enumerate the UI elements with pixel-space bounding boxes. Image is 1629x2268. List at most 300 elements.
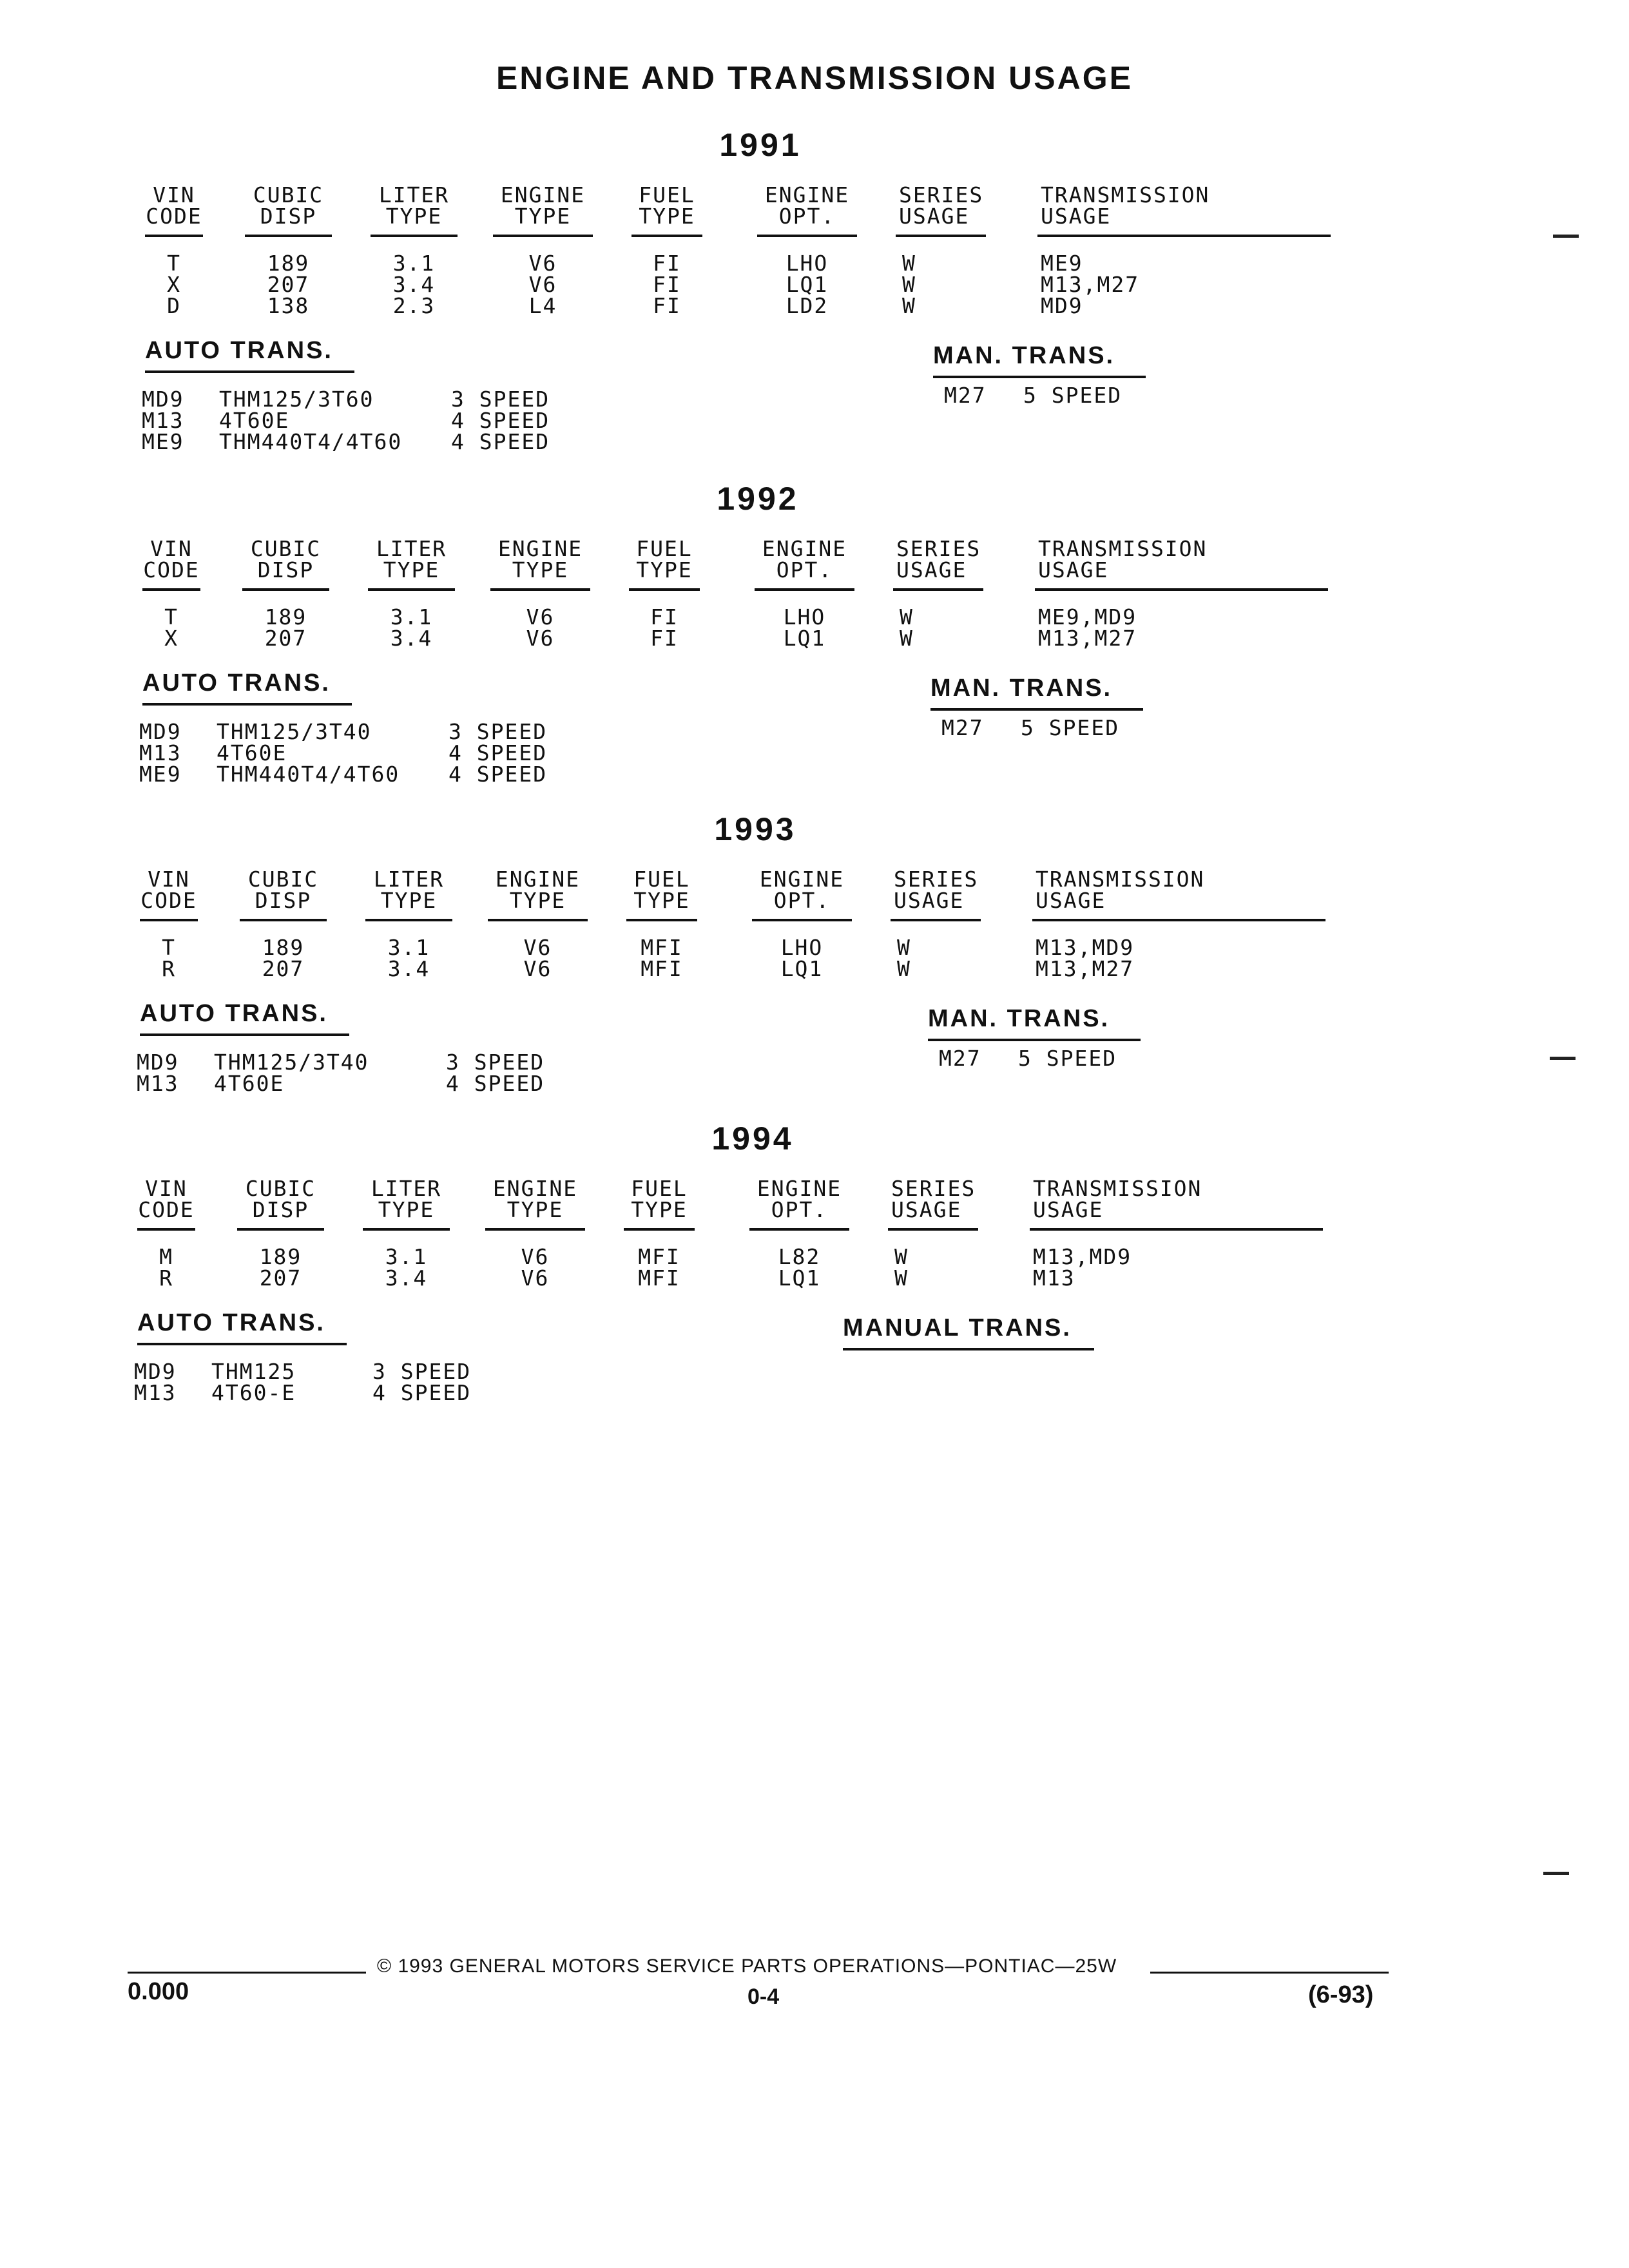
- column-header-line: CUBIC: [247, 867, 319, 892]
- auto-trans-speed: 4 SPEED: [446, 1071, 545, 1096]
- footer-rule-left: [128, 1972, 366, 1974]
- table-cell: ME9: [1041, 251, 1083, 276]
- column-header-liter: [371, 538, 452, 581]
- auto-trans-code: MD9: [142, 387, 184, 412]
- column-header-line: DISP: [257, 557, 314, 582]
- auto-trans-code-column: [137, 1052, 179, 1094]
- column-header-rule: [631, 235, 702, 237]
- manual-trans-rule: [933, 376, 1146, 378]
- manual-trans-label: MAN. TRANS.: [928, 1005, 1110, 1032]
- column-header-line: OPT.: [776, 557, 833, 582]
- column-header-line: TYPE: [514, 204, 572, 229]
- table-cell: X: [167, 272, 181, 297]
- column-header-rule: [1032, 919, 1325, 921]
- column-header-rule: [752, 919, 852, 921]
- column-header-line: ENGINE: [495, 867, 581, 892]
- column-header-line: TYPE: [380, 888, 438, 913]
- column-header-line: ENGINE: [492, 1176, 578, 1201]
- auto-trans-label: AUTO TRANS.: [137, 1309, 325, 1336]
- page-title: ENGINE AND TRANSMISSION USAGE: [496, 60, 1133, 96]
- table-cell: R: [159, 1265, 173, 1291]
- column-values-cubic: [246, 606, 326, 649]
- year-heading: 1991: [719, 127, 802, 163]
- column-values-cubic: [240, 1246, 321, 1289]
- column-header-rule: [245, 235, 332, 237]
- column-header-engine-type: [496, 184, 590, 227]
- column-header-line: TYPE: [509, 888, 566, 913]
- auto-trans-rule: [140, 1033, 349, 1036]
- column-header-rule: [629, 588, 700, 591]
- auto-trans-name: 4T60E: [219, 408, 290, 433]
- column-values-fuel: [632, 606, 697, 649]
- table-cell: W: [900, 626, 914, 651]
- margin-mark: [1543, 1872, 1569, 1875]
- manual-trans-label: MAN. TRANS.: [930, 675, 1113, 702]
- page-number: 0-4: [747, 1984, 780, 2009]
- column-header-series: [891, 1178, 975, 1220]
- column-header-transmission: [1033, 1178, 1323, 1220]
- table-cell: R: [162, 956, 176, 981]
- auto-trans-code: M13: [142, 408, 184, 433]
- column-header-line: USAGE: [894, 888, 965, 913]
- column-values-liter: [369, 937, 449, 979]
- table-cell: LQ1: [780, 956, 824, 981]
- margin-mark: [1553, 235, 1579, 238]
- table-cell: V6: [521, 1265, 550, 1291]
- column-header-line: ENGINE: [500, 182, 586, 207]
- column-header-rule: [242, 588, 329, 591]
- table-cell: T: [167, 251, 181, 276]
- column-header-line: CODE: [140, 888, 197, 913]
- auto-trans-speed: 3 SPEED: [448, 719, 548, 744]
- year-heading: 1994: [711, 1120, 794, 1157]
- column-header-line: ENGINE: [764, 182, 850, 207]
- auto-trans-speed: 4 SPEED: [372, 1380, 472, 1405]
- table-cell: LQ1: [778, 1265, 821, 1291]
- table-cell: 189: [262, 935, 305, 960]
- column-values-series: [900, 606, 983, 649]
- column-header-rule: [755, 588, 854, 591]
- table-cell: 3.4: [387, 956, 430, 981]
- column-values-series: [902, 253, 986, 316]
- column-values-engine-opt: [758, 606, 851, 649]
- column-header-vin: [137, 1178, 195, 1220]
- year-section: [0, 811, 1629, 1146]
- column-values-vin: [137, 1246, 195, 1289]
- auto-trans-name: 4T60E: [214, 1071, 285, 1096]
- column-header-line: TYPE: [631, 1197, 688, 1222]
- column-header-line: FUEL: [633, 867, 690, 892]
- column-header-fuel: [635, 184, 699, 227]
- column-header-line: TRANSMISSION: [1041, 182, 1210, 207]
- auto-trans-code: M13: [139, 740, 182, 765]
- column-header-line: ENGINE: [762, 536, 847, 561]
- table-cell: V6: [528, 251, 557, 276]
- table-cell: FI: [653, 293, 681, 318]
- auto-trans-code: MD9: [134, 1359, 177, 1384]
- column-values-liter: [371, 606, 452, 649]
- table-cell: W: [902, 251, 916, 276]
- auto-trans-code: MD9: [139, 719, 182, 744]
- auto-trans-rule: [142, 703, 352, 706]
- table-cell: M13,M27: [1036, 956, 1135, 981]
- auto-trans-name: THM440T4/4T60: [219, 429, 403, 454]
- column-header-rule: [896, 235, 986, 237]
- column-header-line: TYPE: [512, 557, 569, 582]
- auto-trans-rule: [137, 1343, 347, 1345]
- manual-trans-speed: 5 SPEED: [1018, 1046, 1117, 1071]
- column-header-rule: [485, 1228, 585, 1231]
- column-header-line: SERIES: [894, 867, 979, 892]
- column-header-rule: [1030, 1228, 1323, 1231]
- year-heading: 1993: [714, 811, 796, 847]
- column-header-liter: [374, 184, 454, 227]
- column-values-liter: [374, 253, 454, 316]
- column-header-rule: [757, 235, 857, 237]
- auto-trans-code: ME9: [142, 429, 184, 454]
- table-cell: V6: [523, 956, 552, 981]
- column-header-rule: [891, 919, 981, 921]
- table-cell: W: [894, 1265, 909, 1291]
- column-header-line: TYPE: [636, 557, 693, 582]
- column-values-engine-opt: [753, 1246, 846, 1289]
- column-values-transmission: [1036, 937, 1325, 979]
- column-values-engine-type: [488, 1246, 582, 1289]
- table-cell: FI: [650, 604, 679, 629]
- column-header-line: TYPE: [633, 888, 690, 913]
- column-header-line: TRANSMISSION: [1036, 867, 1205, 892]
- table-cell: MFI: [638, 1244, 680, 1269]
- column-header-line: VIN: [150, 536, 193, 561]
- copyright-line: © 1993 GENERAL MOTORS SERVICE PARTS OPERATIONS—PONTIAC—25W: [377, 1956, 1117, 1977]
- column-values-engine-opt: [760, 253, 854, 316]
- column-header-liter: [366, 1178, 447, 1220]
- auto-trans-speed-column: [451, 389, 550, 452]
- column-values-series: [894, 1246, 978, 1289]
- table-cell: V6: [526, 626, 555, 651]
- auto-trans-speed: 3 SPEED: [372, 1359, 472, 1384]
- column-header-line: CUBIC: [250, 536, 322, 561]
- table-cell: 2.3: [392, 293, 436, 318]
- column-header-line: CUBIC: [253, 182, 324, 207]
- column-header-cubic: [248, 184, 329, 227]
- table-cell: 3.1: [385, 1244, 428, 1269]
- auto-trans-speed-column: [446, 1052, 545, 1094]
- auto-trans-speed: 4 SPEED: [451, 408, 550, 433]
- table-cell: M13,MD9: [1036, 935, 1135, 960]
- column-header-line: USAGE: [1033, 1197, 1104, 1222]
- table-cell: 3.1: [392, 251, 436, 276]
- column-header-vin: [142, 538, 200, 581]
- column-header-line: USAGE: [899, 204, 970, 229]
- column-header-rule: [1037, 235, 1331, 237]
- column-header-rule: [240, 919, 327, 921]
- table-cell: FI: [650, 626, 679, 651]
- table-cell: LHO: [783, 604, 826, 629]
- auto-trans-speed: 4 SPEED: [448, 740, 548, 765]
- manual-trans-speed: 5 SPEED: [1023, 383, 1123, 408]
- table-cell: V6: [523, 935, 552, 960]
- table-cell: T: [164, 604, 178, 629]
- column-header-rule: [888, 1228, 978, 1231]
- column-header-cubic: [243, 869, 323, 911]
- table-cell: W: [897, 956, 911, 981]
- column-values-vin: [140, 937, 198, 979]
- table-cell: LD2: [786, 293, 829, 318]
- column-values-vin: [145, 253, 203, 316]
- column-header-line: OPT.: [778, 204, 836, 229]
- column-values-transmission: [1033, 1246, 1323, 1289]
- column-values-engine-type: [496, 253, 590, 316]
- manual-trans-rule: [843, 1348, 1094, 1350]
- column-header-line: LITER: [371, 1176, 442, 1201]
- column-header-line: USAGE: [891, 1197, 962, 1222]
- table-cell: LQ1: [786, 272, 829, 297]
- column-header-rule: [493, 235, 593, 237]
- column-header-rule: [142, 588, 200, 591]
- auto-trans-code: MD9: [137, 1050, 179, 1075]
- column-header-liter: [369, 869, 449, 911]
- table-cell: 3.1: [387, 935, 430, 960]
- column-header-line: TYPE: [506, 1197, 564, 1222]
- table-cell: L82: [778, 1244, 821, 1269]
- table-cell: 3.4: [392, 272, 436, 297]
- column-header-line: FUEL: [636, 536, 693, 561]
- column-header-rule: [1035, 588, 1328, 591]
- auto-trans-name: THM125: [211, 1359, 296, 1384]
- column-header-transmission: [1036, 869, 1325, 911]
- table-cell: 207: [264, 626, 307, 651]
- table-cell: M13,MD9: [1033, 1244, 1132, 1269]
- manual-trans-code: M27: [941, 715, 984, 740]
- table-cell: LHO: [786, 251, 829, 276]
- auto-trans-speed: 3 SPEED: [446, 1050, 545, 1075]
- column-header-engine-opt: [755, 869, 849, 911]
- column-header-series: [894, 869, 978, 911]
- column-header-line: TRANSMISSION: [1033, 1176, 1202, 1201]
- table-cell: MFI: [641, 956, 683, 981]
- auto-trans-name-column: [214, 1052, 369, 1094]
- column-header-rule: [137, 1228, 195, 1231]
- manual-trans-label: MAN. TRANS.: [933, 342, 1115, 369]
- table-cell: 138: [267, 293, 310, 318]
- footer-rule-right: [1150, 1972, 1389, 1974]
- auto-trans-name-column: [217, 721, 400, 785]
- column-header-line: SERIES: [891, 1176, 976, 1201]
- column-header-line: ENGINE: [757, 1176, 842, 1201]
- auto-trans-label: AUTO TRANS.: [142, 669, 331, 697]
- table-cell: LHO: [780, 935, 824, 960]
- column-values-fuel: [627, 1246, 691, 1289]
- auto-trans-label: AUTO TRANS.: [145, 337, 333, 364]
- column-header-line: SERIES: [896, 536, 981, 561]
- table-cell: MD9: [1041, 293, 1083, 318]
- column-values-transmission: [1038, 606, 1328, 649]
- column-header-engine-type: [488, 1178, 582, 1220]
- table-cell: 3.4: [385, 1265, 428, 1291]
- column-header-line: USAGE: [896, 557, 967, 582]
- column-header-engine-opt: [760, 184, 854, 227]
- column-header-line: CODE: [143, 557, 200, 582]
- table-cell: 189: [259, 1244, 302, 1269]
- column-header-line: CODE: [146, 204, 202, 229]
- column-header-line: TYPE: [639, 204, 695, 229]
- column-values-series: [897, 937, 981, 979]
- column-header-cubic: [240, 1178, 321, 1220]
- column-header-line: LITER: [376, 536, 447, 561]
- auto-trans-name: 4T60-E: [211, 1380, 296, 1405]
- auto-trans-name-column: [219, 389, 402, 452]
- auto-trans-speed: 4 SPEED: [451, 429, 550, 454]
- column-values-fuel: [630, 937, 694, 979]
- table-cell: M13,M27: [1041, 272, 1140, 297]
- manual-trans-code: M27: [939, 1046, 981, 1071]
- column-header-vin: [140, 869, 198, 911]
- manual-trans-speed: 5 SPEED: [1021, 715, 1120, 740]
- auto-trans-name-column: [211, 1361, 296, 1403]
- table-cell: 189: [264, 604, 307, 629]
- auto-trans-name: THM125/3T40: [214, 1050, 369, 1075]
- table-cell: D: [167, 293, 181, 318]
- table-cell: M13: [1033, 1265, 1075, 1291]
- column-header-line: DISP: [252, 1197, 309, 1222]
- table-cell: W: [902, 272, 916, 297]
- column-header-line: FUEL: [639, 182, 695, 207]
- column-header-line: LITER: [378, 182, 450, 207]
- column-header-rule: [145, 235, 203, 237]
- column-values-fuel: [635, 253, 699, 316]
- table-cell: 3.4: [390, 626, 433, 651]
- manual-trans-label: MANUAL TRANS.: [843, 1314, 1072, 1341]
- column-header-line: ENGINE: [759, 867, 845, 892]
- column-values-vin: [142, 606, 200, 649]
- auto-trans-rule: [145, 370, 354, 373]
- auto-trans-speed: 3 SPEED: [451, 387, 550, 412]
- auto-trans-label: AUTO TRANS.: [140, 1000, 328, 1027]
- column-header-rule: [490, 588, 590, 591]
- year-section: [0, 126, 1629, 461]
- column-header-line: VIN: [153, 182, 195, 207]
- table-cell: L4: [528, 293, 557, 318]
- year-heading: 1992: [717, 481, 799, 517]
- column-header-rule: [488, 919, 588, 921]
- table-cell: V6: [528, 272, 557, 297]
- column-header-engine-opt: [758, 538, 851, 581]
- column-values-cubic: [248, 253, 329, 316]
- table-cell: W: [902, 293, 916, 318]
- auto-trans-name: THM125/3T60: [219, 387, 374, 412]
- auto-trans-code: ME9: [139, 762, 182, 787]
- year-section: [0, 480, 1629, 815]
- column-header-line: TYPE: [383, 557, 440, 582]
- column-values-engine-type: [491, 937, 584, 979]
- column-header-line: CODE: [138, 1197, 195, 1222]
- column-header-fuel: [632, 538, 697, 581]
- auto-trans-code: M13: [134, 1380, 177, 1405]
- column-header-line: USAGE: [1041, 204, 1112, 229]
- column-values-cubic: [243, 937, 323, 979]
- table-cell: MFI: [638, 1265, 680, 1291]
- table-cell: FI: [653, 272, 681, 297]
- auto-trans-name: 4T60E: [217, 740, 287, 765]
- column-header-line: LITER: [373, 867, 445, 892]
- column-header-transmission: [1038, 538, 1328, 581]
- table-cell: LQ1: [783, 626, 826, 651]
- column-header-line: TRANSMISSION: [1038, 536, 1208, 561]
- auto-trans-name: THM440T4/4T60: [217, 762, 400, 787]
- auto-trans-code-column: [139, 721, 182, 785]
- table-cell: W: [897, 935, 911, 960]
- auto-trans-code-column: [142, 389, 184, 452]
- table-cell: M13,M27: [1038, 626, 1137, 651]
- column-header-line: FUEL: [631, 1176, 688, 1201]
- column-header-rule: [140, 919, 198, 921]
- column-header-line: DISP: [255, 888, 312, 913]
- manual-trans-rule: [930, 708, 1143, 711]
- column-header-fuel: [627, 1178, 691, 1220]
- column-header-line: VIN: [148, 867, 190, 892]
- table-cell: 189: [267, 251, 310, 276]
- column-values-engine-opt: [755, 937, 849, 979]
- table-cell: FI: [653, 251, 681, 276]
- revision-date: (6-93): [1308, 1981, 1374, 2008]
- auto-trans-code-column: [134, 1361, 177, 1403]
- column-header-rule: [237, 1228, 324, 1231]
- column-header-line: TYPE: [378, 1197, 435, 1222]
- table-cell: X: [164, 626, 178, 651]
- table-cell: M: [159, 1244, 173, 1269]
- column-header-series: [899, 184, 983, 227]
- column-header-fuel: [630, 869, 694, 911]
- column-header-engine-type: [491, 869, 584, 911]
- table-cell: V6: [521, 1244, 550, 1269]
- column-header-rule: [365, 919, 452, 921]
- column-header-line: TYPE: [385, 204, 443, 229]
- table-cell: W: [894, 1244, 909, 1269]
- column-header-vin: [145, 184, 203, 227]
- auto-trans-name: THM125/3T40: [217, 719, 372, 744]
- column-header-line: CUBIC: [245, 1176, 316, 1201]
- column-values-transmission: [1041, 253, 1331, 316]
- auto-trans-speed-column: [448, 721, 547, 785]
- table-cell: MFI: [641, 935, 683, 960]
- table-cell: ME9,MD9: [1038, 604, 1137, 629]
- column-header-line: SERIES: [899, 182, 984, 207]
- column-header-rule: [893, 588, 983, 591]
- column-header-engine-type: [494, 538, 587, 581]
- auto-trans-speed: 4 SPEED: [448, 762, 548, 787]
- column-header-cubic: [246, 538, 326, 581]
- column-values-engine-type: [494, 606, 587, 649]
- column-header-line: DISP: [260, 204, 317, 229]
- auto-trans-speed-column: [372, 1361, 471, 1403]
- column-header-line: ENGINE: [497, 536, 583, 561]
- column-header-rule: [626, 919, 697, 921]
- year-section: [0, 1120, 1629, 1455]
- column-header-rule: [371, 235, 458, 237]
- manual-trans-code: M27: [944, 383, 987, 408]
- column-values-liter: [366, 1246, 447, 1289]
- manual-trans-rule: [928, 1039, 1141, 1041]
- column-header-rule: [749, 1228, 849, 1231]
- column-header-rule: [368, 588, 455, 591]
- column-header-transmission: [1041, 184, 1331, 227]
- table-cell: 207: [267, 272, 310, 297]
- auto-trans-code: M13: [137, 1071, 179, 1096]
- table-cell: T: [162, 935, 176, 960]
- column-header-line: VIN: [145, 1176, 188, 1201]
- section-code: 0.000: [128, 1978, 189, 2005]
